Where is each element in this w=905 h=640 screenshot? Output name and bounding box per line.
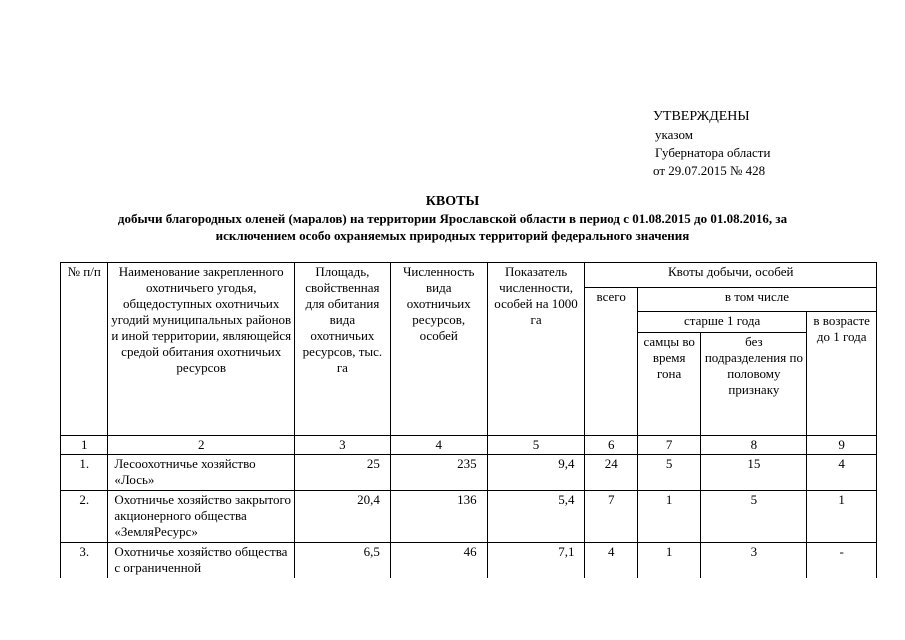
table-row [61,491,877,543]
column-number: 6 [585,436,637,455]
approval-line: УТВЕРЖДЕНЫ [653,109,750,124]
row-total: 24 [585,455,637,491]
table-row [61,543,877,579]
title-line: добычи благородных оленей (маралов) на территории Ярославской области в период с 01.08.2015 до 01.08.2016, за [117,211,788,226]
approval-stamp [653,108,770,180]
row-number: 1. [61,455,108,491]
row-males: 1 [637,491,701,543]
table-row [61,455,877,491]
row-name: Охотничье хозяйство общества с ограниченной [108,543,295,579]
row-nosex: 5 [701,491,807,543]
approval-line: указом [655,127,693,142]
row-total: 4 [585,543,637,579]
header-num: № п/п [61,263,108,436]
row-name: Охотничье хозяйство закрытого акционерного общества «ЗемляРесурс» [108,491,295,543]
approval-line: от 29.07.2015 № 428 [653,163,766,178]
row-young: 1 [807,491,877,543]
column-number-row [61,436,877,455]
row-density: 5,4 [487,491,585,543]
row-density: 7,1 [487,543,585,579]
row-number: 2. [61,491,108,543]
column-number: 7 [637,436,701,455]
header-older: старше 1 года [637,311,806,333]
quota-table [60,262,877,578]
row-number: 3. [61,543,108,579]
row-area: 25 [295,455,391,491]
row-area: 6,5 [295,543,391,579]
header-total: всего [585,288,637,436]
row-young: - [807,543,877,579]
column-number: 2 [108,436,295,455]
document-title [0,193,905,244]
header-count: Численность вида охотничьих ресурсов, особей [390,263,487,436]
row-males: 1 [637,543,701,579]
row-males: 5 [637,455,701,491]
column-number: 3 [295,436,391,455]
row-nosex: 3 [701,543,807,579]
row-density: 9,4 [487,455,585,491]
row-count: 136 [390,491,487,543]
column-number: 4 [390,436,487,455]
column-number: 5 [487,436,585,455]
header-name: Наименование закрепленного охотничьего угодья, общедоступных охотничьих угодий муниципальных районов и иной территории, являющейся средой обитания охотничьих ресурсов [108,263,295,436]
row-nosex: 15 [701,455,807,491]
row-count: 46 [390,543,487,579]
row-count: 235 [390,455,487,491]
title-line: исключением особо охраняемых природных территорий федерального значения [215,228,690,243]
header-density: Показатель численности, особей на 1000 га [487,263,585,436]
row-total: 7 [585,491,637,543]
row-area: 20,4 [295,491,391,543]
header-nosex: без подразделения по половому признаку [701,333,807,436]
title-heading: КВОТЫ [425,194,480,209]
column-number: 9 [807,436,877,455]
header-young: в возрасте до 1 года [807,311,877,436]
column-number: 1 [61,436,108,455]
approval-line: Губернатора области [655,145,771,160]
header-quota: Квоты добычи, особей [585,263,877,288]
header-including: в том числе [637,288,876,312]
header-area: Площадь, свойственная для обитания вида охотничьих ресурсов, тыс. га [295,263,391,436]
column-number: 8 [701,436,807,455]
row-young: 4 [807,455,877,491]
header-males: самцы во время гона [637,333,701,436]
row-name: Лесоохотничье хозяйство «Лось» [108,455,295,491]
